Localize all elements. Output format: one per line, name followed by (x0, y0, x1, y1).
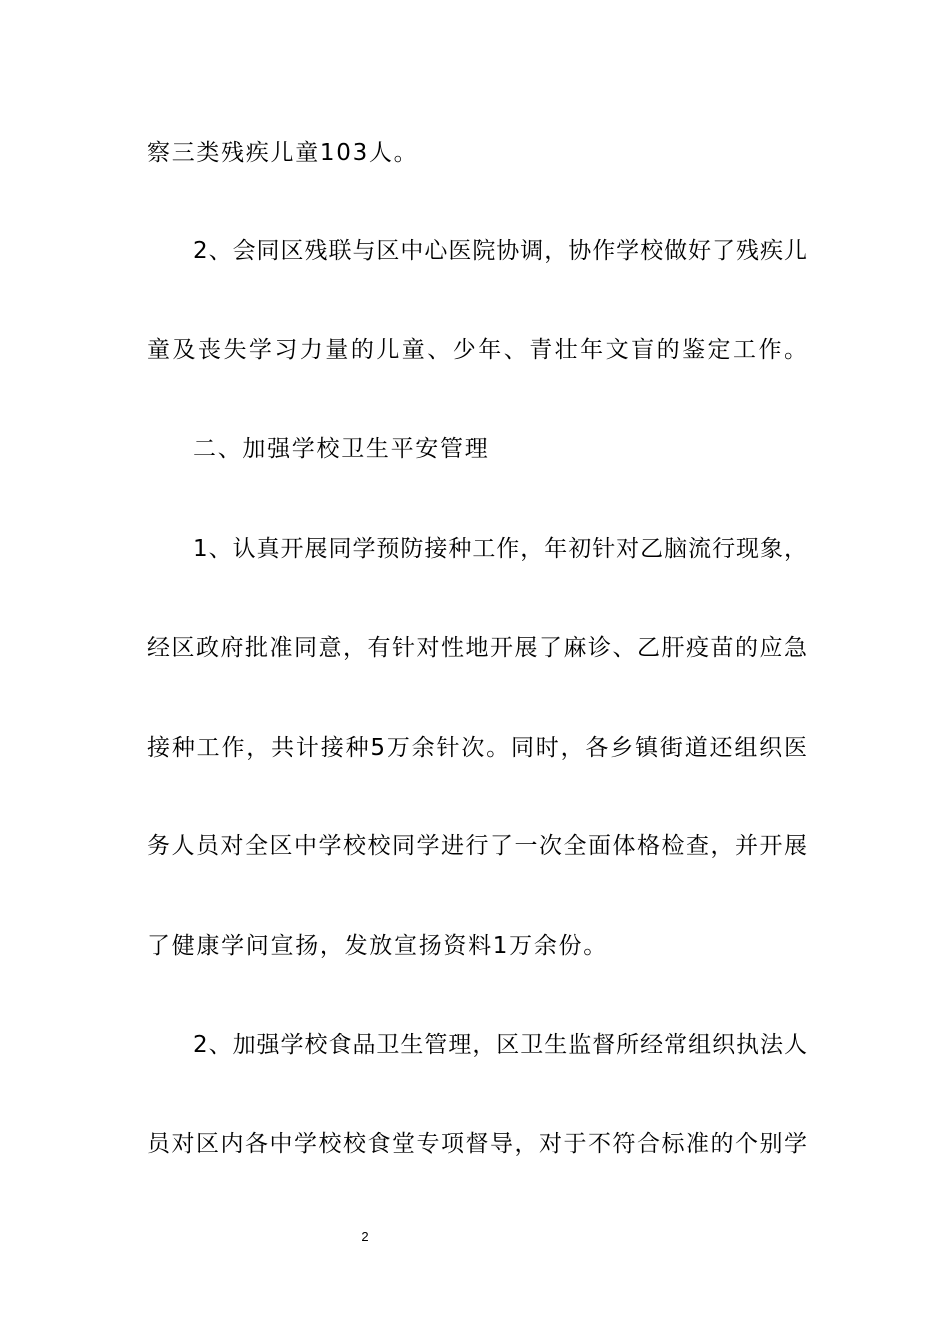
text-line-10: 2、加强学校食品卫生管理，区卫生监督所经常组织执法人 (193, 1032, 807, 1058)
text-line-2: 2、会同区残联与区中心医院协调，协作学校做好了残疾儿 (193, 238, 807, 264)
text-line-1: 察三类残疾儿童103人。 (147, 140, 419, 166)
page-number: 2 (361, 1229, 369, 1244)
text-line-5: 1、认真开展同学预防接种工作，年初针对乙脑流行现象， (193, 536, 807, 562)
text-line-7: 接种工作，共计接种5万余针次。同时，各乡镇街道还组织医 (147, 735, 807, 761)
text-line-11: 员对区内各中学校校食堂专项督导，对于不符合标准的个别学 (147, 1131, 807, 1157)
section-heading: 二、加强学校卫生平安管理 (193, 436, 490, 462)
text-line-9: 了健康学问宣扬，发放宣扬资料1万余份。 (147, 933, 608, 959)
text-line-6: 经区政府批准同意，有针对性地开展了麻诊、乙肝疫苗的应急 (147, 635, 807, 661)
text-line-8: 务人员对全区中学校校同学进行了一次全面体格检查，并开展 (147, 833, 807, 859)
text-line-3: 童及丧失学习力量的儿童、少年、青壮年文盲的鉴定工作。 (147, 337, 807, 363)
